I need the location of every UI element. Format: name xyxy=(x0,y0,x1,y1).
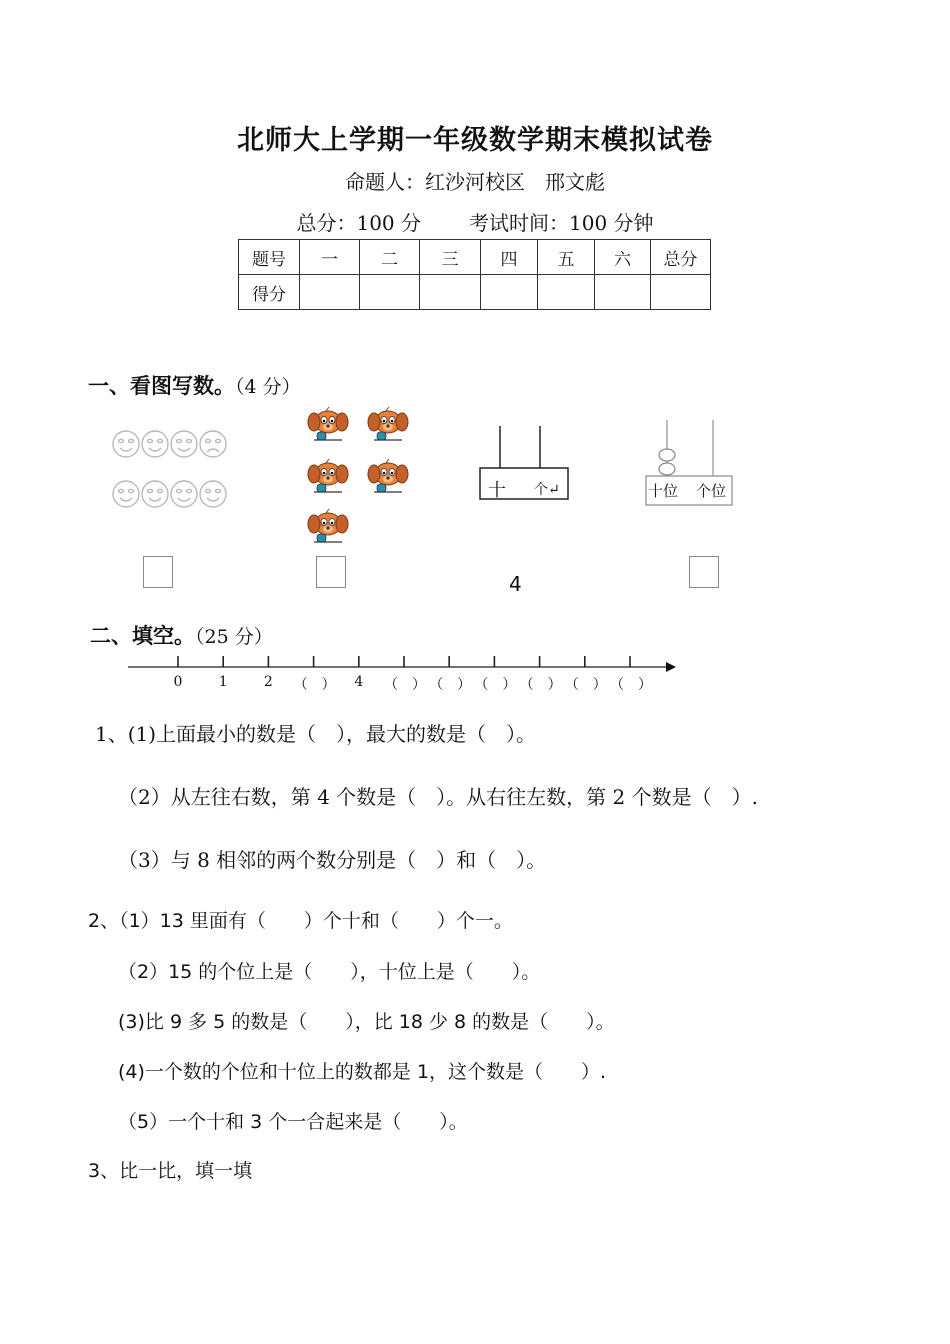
score-table-header-row xyxy=(239,240,711,275)
score-table xyxy=(238,239,711,310)
abacus1-tens-label: 十 xyxy=(488,480,506,501)
section2-heading xyxy=(90,620,273,650)
smiley-face-icon xyxy=(113,431,139,457)
dog-icon xyxy=(308,509,348,542)
table-cell: 四 xyxy=(481,240,538,275)
question-2-2: （2）15 的个位上是（ ），十位上是（ ）。 xyxy=(118,961,541,983)
abacus2-tens-label: 十位 xyxy=(648,482,679,500)
exam-time: 考试时间：100 分钟 xyxy=(469,211,654,235)
section1-points: （4 分） xyxy=(235,376,301,398)
table-cell: 五 xyxy=(538,240,595,275)
number-line-label[interactable]: （ ） xyxy=(564,677,607,693)
score-cell[interactable] xyxy=(538,275,595,310)
number-line-label[interactable]: （ ） xyxy=(610,677,652,693)
table-cell: 三 xyxy=(420,240,481,275)
number-line-label: 1 xyxy=(218,674,228,690)
author-line: 命题人：红沙河校区 邢文彪 xyxy=(345,170,605,194)
number-line-label: 2 xyxy=(263,674,273,690)
section2-title: 二、填空。 xyxy=(90,624,195,648)
table-cell: 二 xyxy=(360,240,420,275)
dog-icon xyxy=(368,407,408,440)
smiley-face-icon xyxy=(200,431,226,457)
smiley-face-icon xyxy=(171,481,197,507)
dog-icon xyxy=(308,459,348,492)
number-line-label: 4 xyxy=(354,674,364,690)
number-line-label[interactable]: （ ） xyxy=(429,677,472,693)
table-cell: 六 xyxy=(595,240,651,275)
number-line-label: 0 xyxy=(173,674,183,690)
score-cell[interactable] xyxy=(360,275,420,310)
table-cell: 一 xyxy=(300,240,360,275)
question-3: 3、比一比，填一填 xyxy=(88,1160,253,1182)
answer-box-1[interactable] xyxy=(143,556,173,588)
question-1-1: 1、(1)上面最小的数是（ ），最大的数是（ ）。 xyxy=(95,722,537,746)
question-2-5: （5）一个十和 3 个一合起来是（ ）。 xyxy=(118,1111,468,1133)
section1-heading xyxy=(88,370,301,400)
smiley-face-icon xyxy=(113,481,139,507)
smiley-face-icon xyxy=(142,431,168,457)
table-cell: 总分 xyxy=(651,240,711,275)
number-line-label[interactable]: （ ） xyxy=(474,677,517,693)
score-table-score-row xyxy=(239,275,711,310)
question-2-1: 2、（1）13 里面有（ ）个十和（ ）个一。 xyxy=(88,910,513,932)
bead-icon xyxy=(659,449,675,461)
number-line-label[interactable]: （ ） xyxy=(519,677,562,693)
question-2-3: (3)比 9 多 5 的数是（ ），比 18 少 8 的数是（ ）。 xyxy=(118,1011,615,1033)
score-cell[interactable] xyxy=(595,275,651,310)
exam-info xyxy=(0,207,950,236)
number-line-label[interactable]: （ ） xyxy=(293,677,336,693)
abacus2-ones-label: 个位 xyxy=(696,482,727,500)
dogs-picture xyxy=(300,402,420,552)
smiley-face-icon xyxy=(171,431,197,457)
score-cell[interactable] xyxy=(481,275,538,310)
arrow-icon xyxy=(666,662,676,672)
answer-3-value: 4 xyxy=(509,572,522,596)
table-cell: 题号 xyxy=(239,240,300,275)
question-1-2: （2）从左往右数，第 4 个数是（ ）。从右往左数，第 2 个数是（ ）. xyxy=(118,785,758,809)
bead-icon xyxy=(659,463,675,475)
question-1-3: （3）与 8 相邻的两个数分别是（ ）和（ ）。 xyxy=(118,848,547,872)
dog-icon xyxy=(368,459,408,492)
question-2-4: (4)一个数的个位和十位上的数都是 1，这个数是（ ）. xyxy=(118,1061,607,1083)
abacus1-ones-label: 个↵ xyxy=(534,482,560,498)
section2-points: （25 分） xyxy=(195,626,273,648)
score-cell[interactable] xyxy=(651,275,711,310)
smiley-face-icon xyxy=(200,481,226,507)
dog-icon xyxy=(308,407,348,440)
page-title: 北师大上学期一年级数学期末模拟试卷 xyxy=(237,125,713,156)
total-score: 总分：100 分 xyxy=(296,211,421,235)
smiley-faces-picture xyxy=(112,428,237,510)
section1-title: 一、看图写数。 xyxy=(88,374,235,398)
answer-box-2[interactable] xyxy=(316,556,346,588)
score-cell[interactable] xyxy=(420,275,481,310)
number-line-label[interactable]: （ ） xyxy=(384,677,426,693)
smiley-face-icon xyxy=(142,481,168,507)
table-cell: 得分 xyxy=(239,275,300,310)
answer-box-4[interactable] xyxy=(689,556,719,588)
score-cell[interactable] xyxy=(300,275,360,310)
